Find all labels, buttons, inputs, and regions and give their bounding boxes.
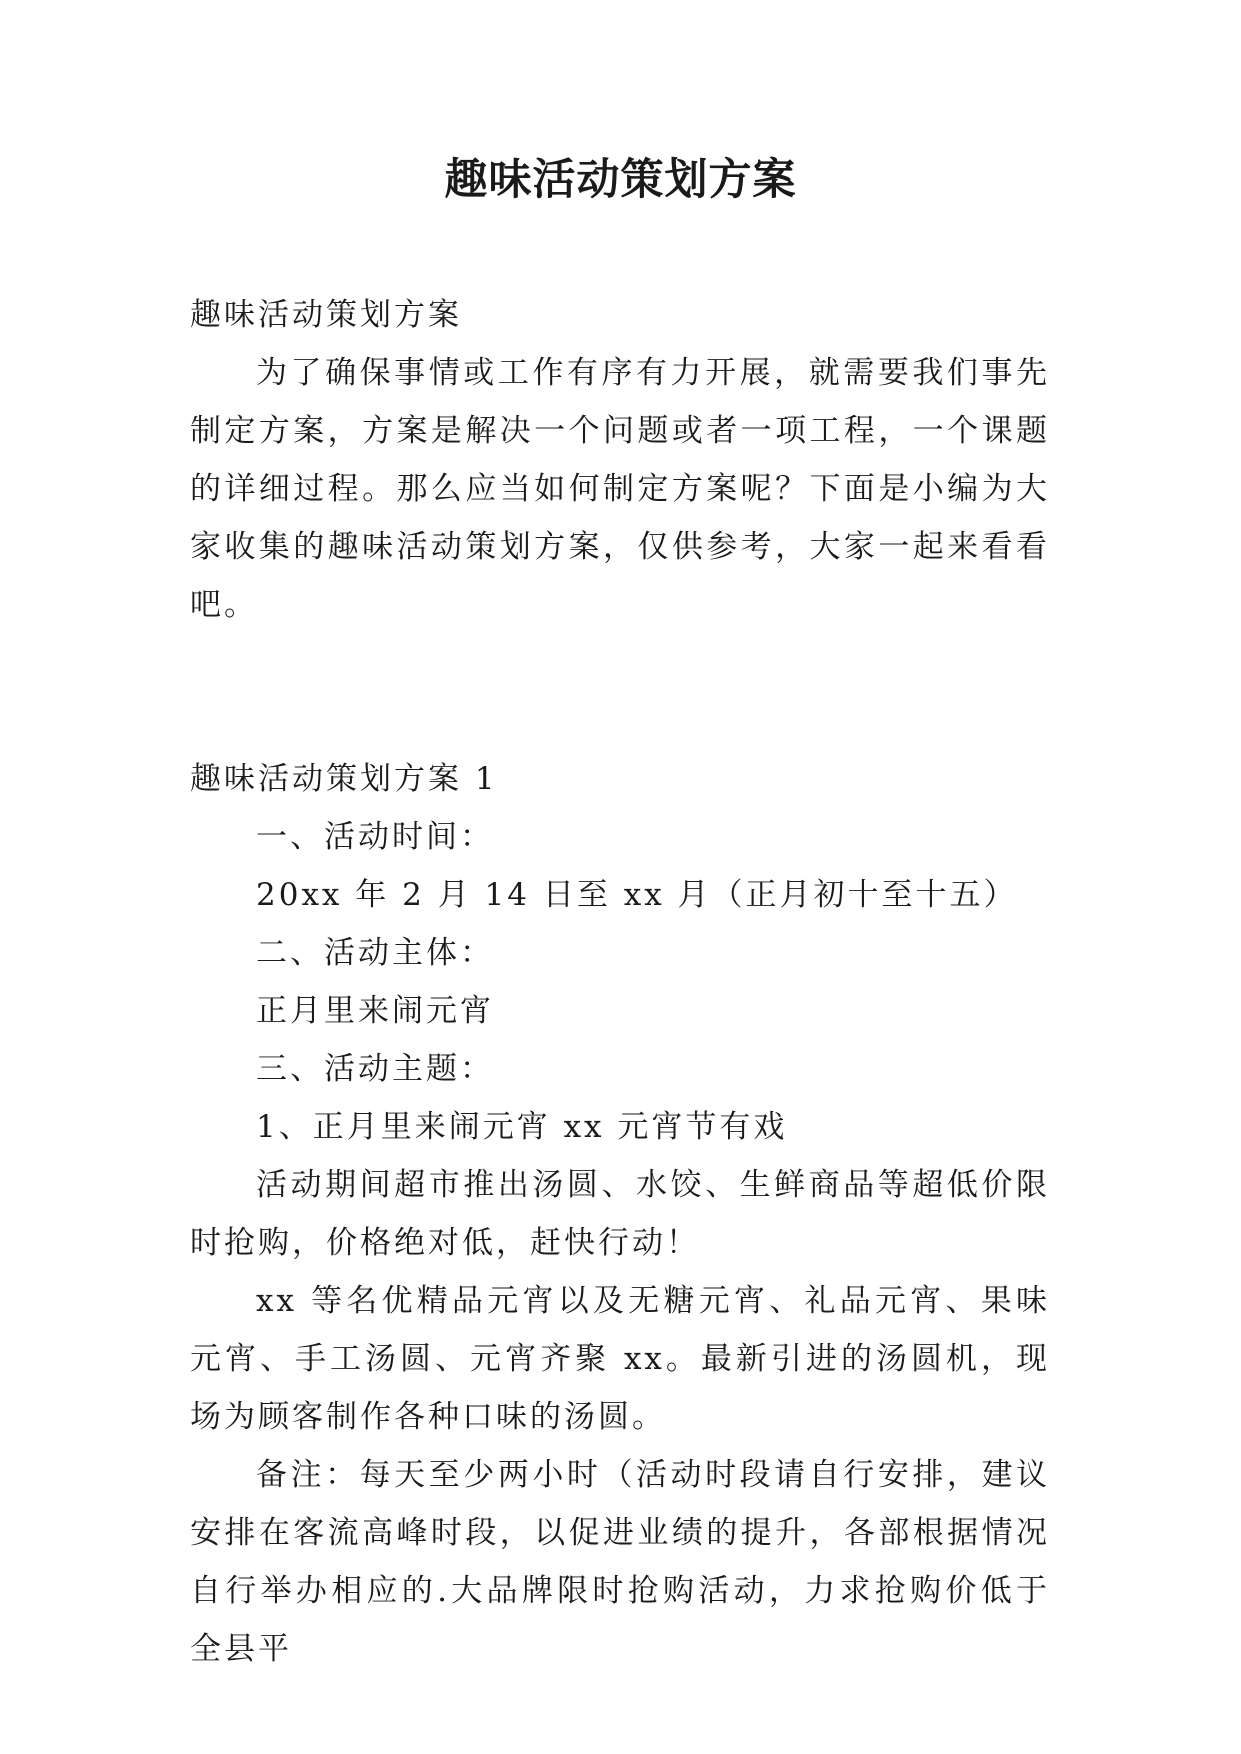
subtitle-paragraph: 趣味活动策划方案	[190, 297, 462, 333]
activity-theme-heading: 三、活动主题：	[256, 1051, 494, 1087]
body-paragraph: 活动期间超市推出汤圆、水饺、生鲜商品等超低价限时抢购，价格绝对低，赶快行动！	[190, 1167, 1050, 1261]
document-title: 趣味活动策划方案	[444, 155, 797, 205]
activity-subject-value: 正月里来闹元宵	[256, 993, 494, 1029]
activity-subject-heading: 二、活动主体：	[256, 935, 494, 971]
activity-time-value: 20xx 年 2 月 14 日至 xx 月（正月初十至十五）	[256, 877, 1018, 913]
intro-paragraph: 为了确保事情或工作有序有力开展，就需要我们事先制定方案，方案是解决一个问题或者一项工程，一个课题的详细过程。那么应当如何制定方案呢？下面是小编为大家收集的趣味活动策划方案，仅供参考，大家一起来看看吧。	[190, 355, 1050, 623]
body-paragraph: xx 等名优精品元宵以及无糖元宵、礼品元宵、果味元宵、手工汤圆、元宵齐聚 xx。最新引进的汤圆机，现场为顾客制作各种口味的汤圆。	[190, 1283, 1050, 1435]
activity-time-heading: 一、活动时间：	[256, 819, 494, 855]
document-body	[190, 286, 1050, 1678]
section-heading: 趣味活动策划方案 1	[190, 761, 498, 797]
note-paragraph: 备注：每天至少两小时（活动时段请自行安排，建议安排在客流高峰时段，以促进业绩的提升，各部根据情况自行举办相应的.大品牌限时抢购活动，力求抢购价低于全县平	[190, 1457, 1050, 1667]
activity-theme-item: 1、正月里来闹元宵 xx 元宵节有戏	[256, 1109, 788, 1145]
